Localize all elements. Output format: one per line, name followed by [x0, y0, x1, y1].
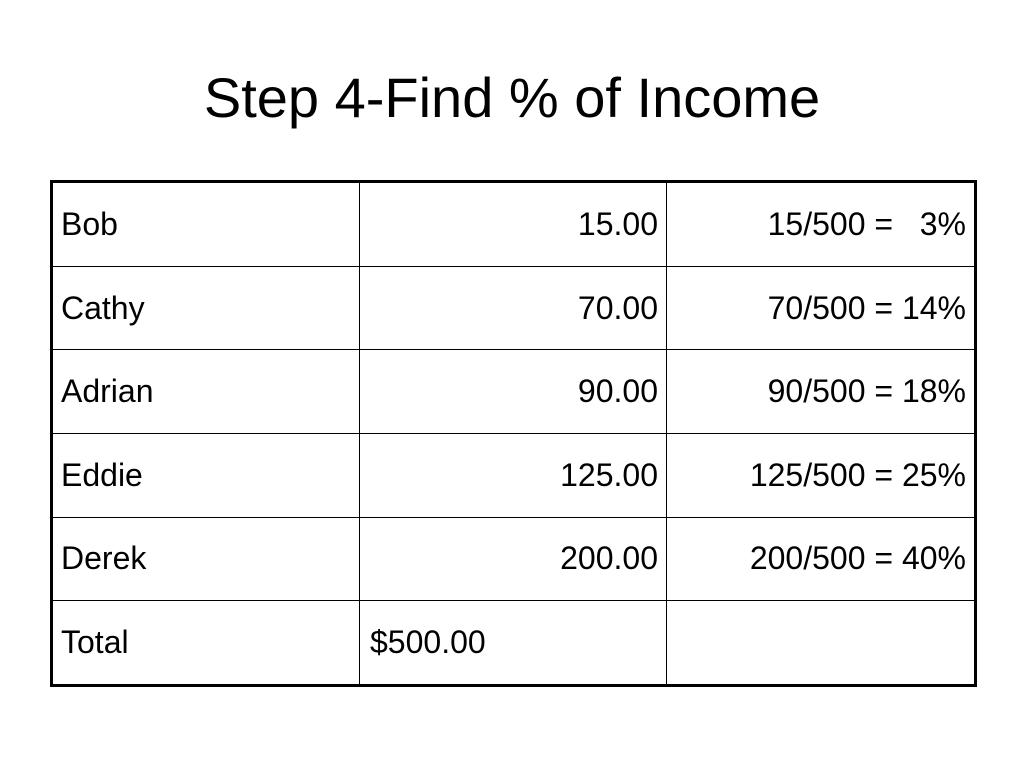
percent-cell: 125/500 = 25% — [667, 433, 976, 517]
amount-cell: 200.00 — [360, 517, 667, 601]
table-row-total — [52, 601, 976, 686]
amount-cell: 90.00 — [360, 350, 667, 434]
percent-cell: 70/500 = 14% — [667, 266, 976, 350]
table-row — [52, 182, 976, 267]
income-table — [50, 180, 977, 687]
percent-cell: 15/500 = 3% — [667, 182, 976, 267]
name-cell: Eddie — [52, 433, 360, 517]
name-cell: Bob — [52, 182, 360, 267]
amount-cell: 15.00 — [360, 182, 667, 267]
amount-cell: 70.00 — [360, 266, 667, 350]
table-row — [52, 433, 976, 517]
name-cell: Cathy — [52, 266, 360, 350]
total-amount-cell: $500.00 — [360, 601, 667, 686]
slide-title: Step 4-Find % of Income — [203, 66, 821, 129]
percent-cell: 90/500 = 18% — [667, 350, 976, 434]
name-cell: Adrian — [52, 350, 360, 434]
total-label-cell: Total — [52, 601, 360, 686]
name-cell: Derek — [52, 517, 360, 601]
percent-cell: 200/500 = 40% — [667, 517, 976, 601]
table-row — [52, 517, 976, 601]
percent-cell-empty — [667, 601, 976, 686]
table-row — [52, 266, 976, 350]
amount-cell: 125.00 — [360, 433, 667, 517]
table-row — [52, 350, 976, 434]
